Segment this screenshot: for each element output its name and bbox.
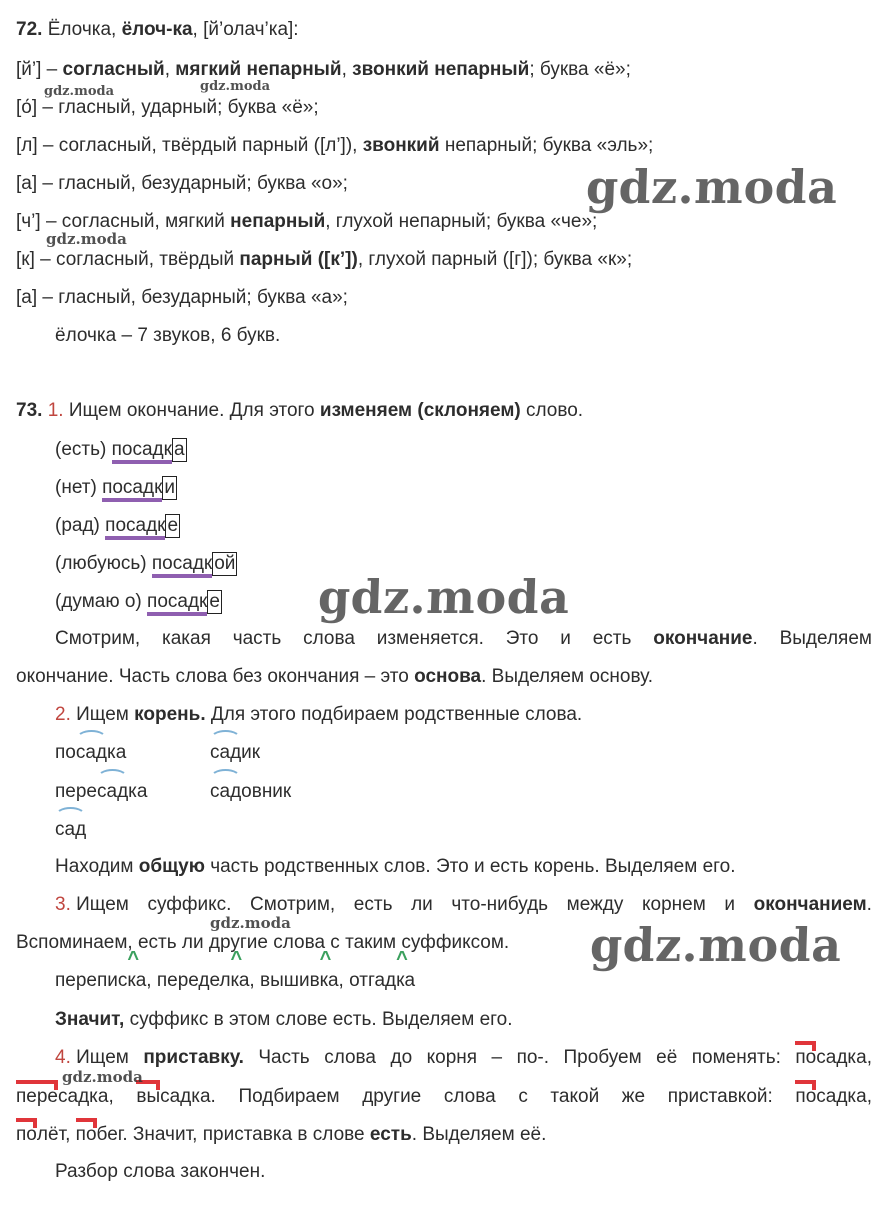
suffix-mark: ^ к [320, 969, 328, 993]
ex73-final: Разбор слова закончен. [55, 1161, 266, 1182]
prefix-mark: по [16, 1124, 37, 1145]
prefix-mark: по [795, 1047, 817, 1068]
related-word-sadovnik: садовник [210, 781, 292, 802]
ex72-line-5: [ч’] – согласный, мягкий непарный, глухой непарный; буква «че»; [16, 211, 598, 232]
ex72-title: 72. Ёлочка, ёлоч-ка, [й’олач’ка]: [16, 19, 299, 40]
ex73-para-3: Находим общую часть родственных слов. Это и есть корень. Выделяем его. [55, 856, 736, 877]
ex73-para-5: Значит, суффикс в этом слове есть. Выделяем его. [55, 1009, 513, 1030]
ex72-number: 72. [16, 19, 43, 40]
watermark-large: gdz.moda [585, 160, 839, 214]
suffix-examples: перепис^ ка, передел^ ка, вышив^ ка, отгад^ ка [55, 969, 415, 993]
related-word-sadik: садик [210, 742, 261, 763]
word-base: посадк [102, 477, 162, 502]
ex73-para-1: Смотрим, какая часть слова изменяется. Это и есть окончание. Выделяем [55, 628, 872, 649]
prefix-mark: по [75, 1124, 97, 1145]
ex72-line-4: [а] – гласный, безударный; буква «о»; [16, 173, 348, 194]
watermark-large: gdz.moda [589, 918, 843, 972]
watermark-small: gdz.moda [200, 79, 271, 94]
related-word-sad [55, 818, 86, 842]
root-mark: сад [97, 781, 129, 802]
prefix-mark: вы [136, 1086, 161, 1107]
ex73-para-6: пересадка, высадка. Подбираем другие слова с такой же приставкой: посадка, [16, 1086, 872, 1107]
word-base: посадк [147, 591, 207, 616]
word-form-5: (думаю о) посадк е [55, 590, 222, 614]
ex72-line-6: [к] – согласный, твёрдый парный ([к’]), глухой парный ([г]); буква «к»; [16, 249, 633, 270]
word-ending: ой [214, 553, 236, 574]
ex72-line-1: [й’] – согласный, мягкий непарный, звонкий непарный; буква «ё»; [16, 59, 631, 80]
related-word-posadka: посадка [55, 742, 127, 763]
word-base: посадк [105, 515, 165, 540]
ex73-step-4: 4. Ищем приставку. Часть слова до корня – по-. Пробуем её поменять: посадка, [55, 1047, 872, 1068]
watermark-small: gdz.moda [62, 1068, 143, 1086]
word-base: посадк [112, 439, 172, 464]
root-mark: сад [210, 742, 242, 763]
ex72-line-3: [л] – согласный, твёрдый парный ([л’]), звонкий непарный; буква «эль»; [16, 135, 654, 156]
suffix-mark: ^ к [231, 969, 239, 993]
ex73-number: 73. [16, 400, 43, 421]
ex73-para-1-cont: окончание. Часть слова без окончания – это основа. Выделяем основу. [16, 666, 653, 687]
ex72-line-2: [о́] – гласный, ударный; буква «ё»; [16, 97, 319, 118]
word-form-1: (есть) посадк а [55, 438, 187, 462]
word-base: посадк [152, 553, 212, 578]
word-ending: е [209, 591, 220, 612]
prefix-mark: по [795, 1086, 817, 1107]
ex73-step-3: 3. Ищем суффикс. Смотрим, есть ли что-нибудь между корнем и окончанием. [55, 894, 872, 915]
ex72-summary: ёлочка – 7 звуков, 6 букв. [55, 325, 281, 346]
watermark-small: gdz.moda [210, 914, 291, 932]
word-ending: а [173, 439, 185, 460]
word-form-3: (рад) посадк е [55, 514, 180, 538]
suffix-mark: ^ к [127, 969, 135, 993]
root-mark: сад [75, 742, 108, 763]
ex72-line-7: [а] – гласный, безударный; буква «а»; [16, 287, 348, 308]
watermark-large: gdz.moda [317, 570, 571, 624]
root-mark: сад [210, 781, 242, 802]
word-ending: е [167, 515, 179, 536]
word-form-4: (любуюсь) посадк ой [55, 552, 237, 576]
prefix-mark: пере [16, 1086, 58, 1107]
related-word-peresadka: пересадка [55, 781, 148, 802]
watermark-small: gdz.moda [44, 84, 115, 99]
suffix-mark: ^ к [396, 969, 404, 993]
watermark-small: gdz.moda [46, 230, 127, 248]
word-form-2: (нет) посадк и [55, 476, 177, 500]
root-mark: сад [55, 819, 87, 840]
ex73-step-1: 73. 1. Ищем окончание. Для этого изменяем (склоняем) слово. [16, 400, 584, 421]
ex73-para-4: Вспоминаем, есть ли другие слова с таким суффиксом. [16, 932, 510, 953]
ex73-para-7: полёт, побег. Значит, приставка в слове есть. Выделяем её. [16, 1124, 547, 1145]
ex73-step-2: 2. Ищем корень. Для этого подбираем родственные слова. [55, 704, 583, 725]
word-ending: и [164, 477, 176, 498]
